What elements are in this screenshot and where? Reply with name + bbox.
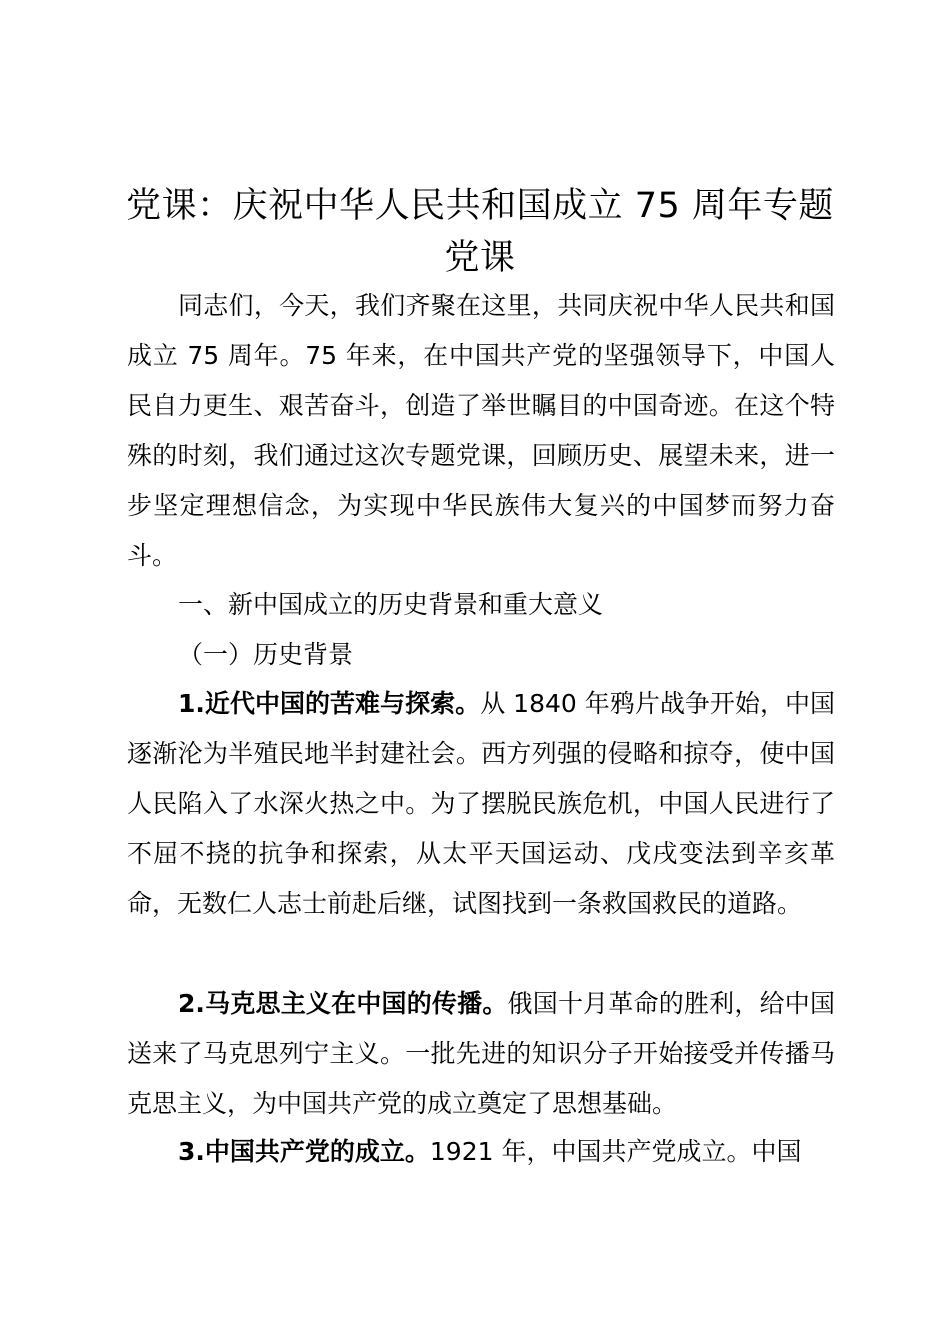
intro-paragraph: 同志们，今天，我们齐聚在这里，共同庆祝中华人民共和国成立 75 周年。75 年来，在中国共产党的坚强领导下，中国人民自力更生、艰苦奋斗，创造了举世瞩目的中国奇迹。在这个特殊的时刻，我们通过这次专题党课，回顾历史、展望未来，进一步坚定理想信念，为实现中华民族伟大复兴的中国梦而努力奋斗。 (127, 291, 835, 570)
item-paragraph-2 (127, 979, 835, 1129)
item-lead-3: 3.中国共产党的成立。 (178, 1137, 430, 1166)
item-text-3: 1921 年，中国共产党成立。中国 (429, 1137, 802, 1166)
item-text-2: 俄国十月革命的胜利，给中国送来了马克思列宁主义。一批先进的知识分子开始接受并传播马克思主义，为中国共产党的成立奠定了思想基础。 (127, 989, 835, 1118)
item-paragraph-3 (127, 1127, 835, 1177)
section-heading: 一、新中国成立的历史背景和重大意义 (178, 590, 604, 619)
title-line-2: 党课 (444, 238, 516, 278)
item-lead-1: 1.近代中国的苦难与探索。 (178, 689, 481, 718)
subsection-heading: （一）历史背景 (178, 640, 354, 669)
item-paragraph-1 (127, 679, 835, 929)
document-title (120, 180, 840, 284)
item-text-1: 从 1840 年鸦片战争开始，中国逐渐沦为半殖民地半封建社会。西方列强的侵略和掠夺，使中国人民陷入了水深火热之中。为了摆脱民族危机，中国人民进行了不屈不挠的抗争和探索，从太平天国运动、戊戌变法到辛亥革命，无数仁人志士前赴后继，试图找到一条救国救民的道路。 (127, 689, 835, 918)
title-line-1: 党课：庆祝中华人民共和国成立 75 周年专题 (126, 186, 834, 226)
item-lead-2: 2.马克思主义在中国的传播。 (178, 989, 508, 1018)
